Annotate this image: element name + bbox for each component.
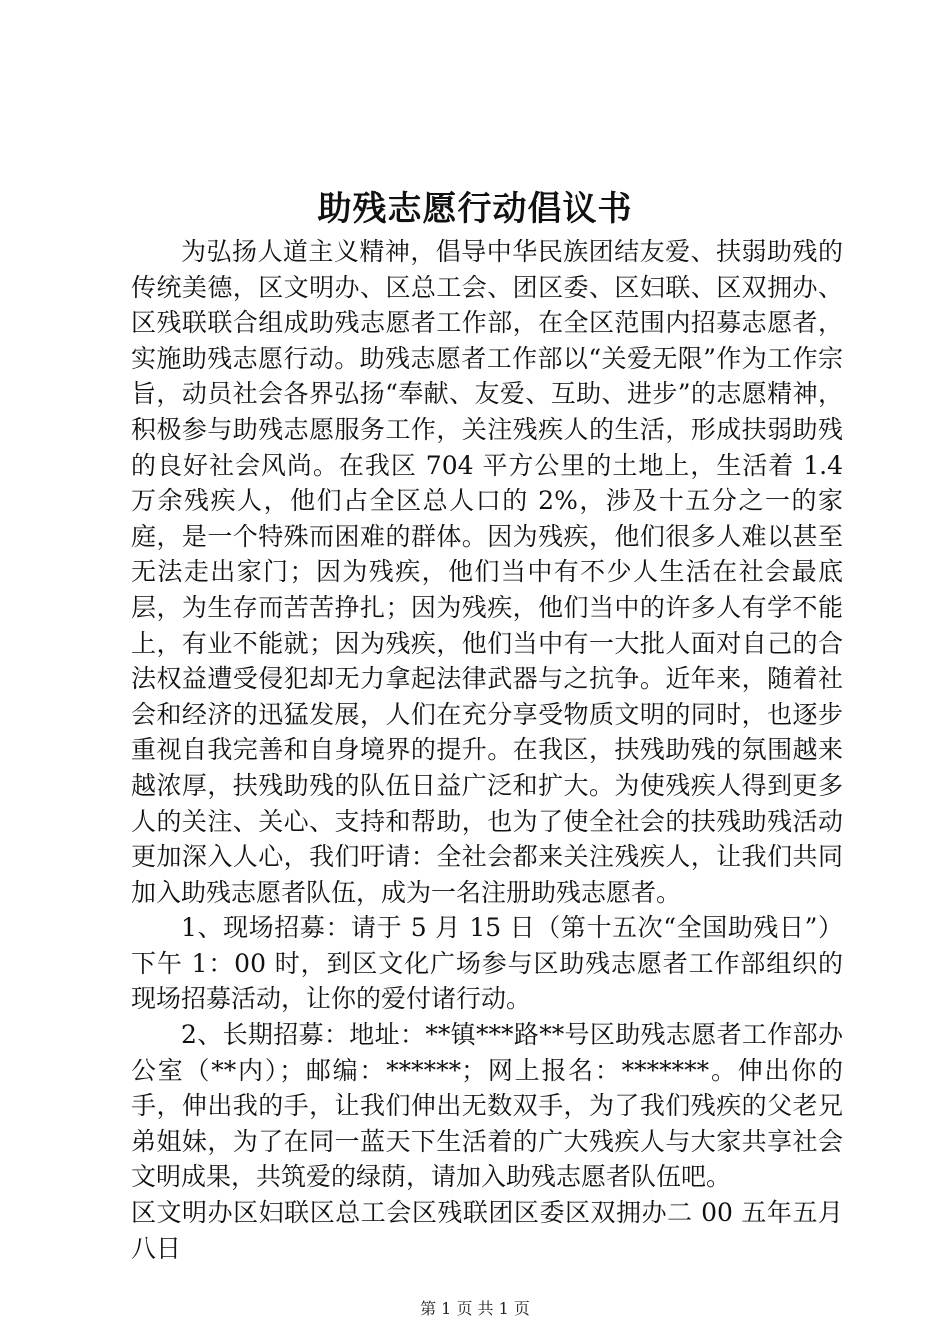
document-body: [131, 234, 843, 1266]
paragraph-long-term-recruitment: 2、长期招募：地址：**镇***路**号区助残志愿者工作部办公室（**内）；邮编：******；网上报名：*******。伸出你的手，伸出我的手，让我们伸出无数双手，为了我们残疾的父老兄弟姐妹，为了在同一蓝天下生活着的广大残疾人与大家共享社会文明成果，共筑爱的绿荫，请加入助残志愿者队伍吧。: [131, 1020, 843, 1192]
paragraph-onsite-recruitment: 1、现场招募：请于 5 月 15 日（第十五次“全国助残日”）下午 1：00 时，到区文化广场参与区助残志愿者工作部组织的现场招募活动，让你的爱付诸行动。: [131, 913, 843, 1014]
page-number-footer: 第 1 页 共 1 页: [420, 1299, 530, 1318]
document-title: 助残志愿行动倡议书: [317, 189, 633, 229]
closing-signature: 区文明办区妇联区总工会区残联团区委区双拥办二 00 五年五月八日: [131, 1198, 843, 1263]
paragraph-intro: 为弘扬人道主义精神，倡导中华民族团结友爱、扶弱助残的传统美德，区文明办、区总工会、团区委、区妇联、区双拥办、区残联联合组成助残志愿者工作部，在全区范围内招募志愿者，实施助残志愿行动。助残志愿者工作部以“关爱无限”作为工作宗旨，动员社会各界弘扬“奉献、友爱、互助、进步”的志愿精神，积极参与助残志愿服务工作，关注残疾人的生活，形成扶弱助残的良好社会风尚。在我区 704 平方公里的土地上，生活着 1.4 万余残疾人，他们占全区总人口的 2%，涉及十五分之一的家庭，是一个特殊而困难的群体。因为残疾，他们很多人难以甚至无法走出家门；因为残疾，他们当中有不少人生活在社会最底层，为生存而苦苦挣扎；因为残疾，他们当中的许多人有学不能上，有业不能就；因为残疾，他们当中有一大批人面对自己的合法权益遭受侵犯却无力拿起法律武器与之抗争。近年来，随着社会和经济的迅猛发展，人们在充分享受物质文明的同时，也逐步重视自我完善和自身境界的提升。在我区，扶残助残的氛围越来越浓厚，扶残助残的队伍日益广泛和扩大。为使残疾人得到更多人的关注、关心、支持和帮助，也为了使全社会的扶残助残活动更加深入人心，我们吁请：全社会都来关注残疾人，让我们共同加入助残志愿者队伍，成为一名注册助残志愿者。: [131, 237, 843, 907]
